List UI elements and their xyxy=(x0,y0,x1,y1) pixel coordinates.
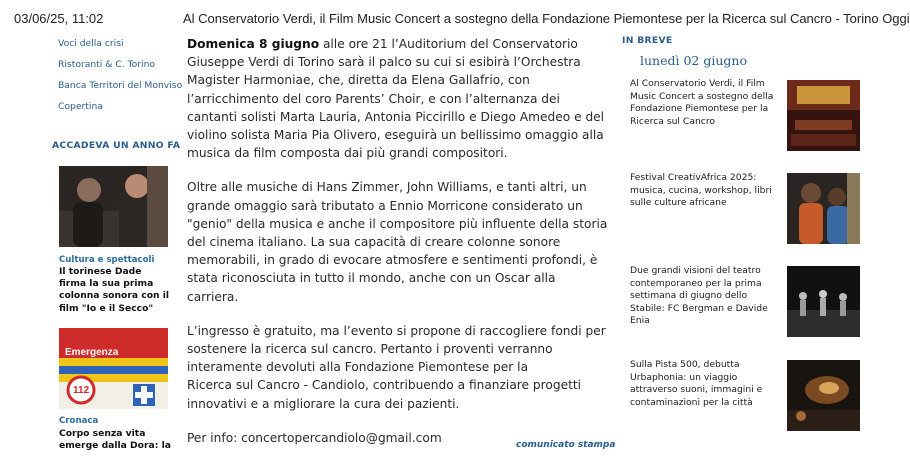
article-paragraph-4: Per info: concertopercandiolo@gmail.com xyxy=(187,430,442,445)
accadeva-item-2-category[interactable]: Cronaca xyxy=(59,416,99,426)
article-body xyxy=(187,35,609,463)
article-p3b-text: Ricerca sul Cancro - Candiolo, contribuendo a finanziare progetti innovativi e a migliorare la cura dei pazienti. xyxy=(187,378,582,411)
ambulance-number: 112 xyxy=(73,385,90,396)
nav-link-ristoranti[interactable]: Ristoranti & C. Torino xyxy=(58,59,156,70)
left-nav xyxy=(58,38,182,122)
in-breve-item-3-title[interactable]: Due grandi visioni del teatro contemporaneo per la prima settimana di giugno dello Stabile: FC Bergman e Davide Enia xyxy=(630,265,768,327)
article-credit: comunicato stampa xyxy=(516,440,616,450)
page-title: Al Conservatorio Verdi, il Film Music Concert a sostegno della Fondazione Piemontese per la Ricerca sul Cancro - Torino Oggi xyxy=(183,11,910,26)
photo-two-men-icon xyxy=(59,166,168,247)
in-breve-thumb-1[interactable] xyxy=(787,80,860,151)
in-breve-item-4-title[interactable]: Sulla Pista 500, debutta Urbaphonia: un viaggio attraverso suoni, immagini e contaminazioni per la città xyxy=(630,359,763,408)
nav-link-copertina[interactable]: Copertina xyxy=(58,101,103,112)
article-lead: Domenica 8 giugno xyxy=(187,37,320,51)
article-paragraph-3 xyxy=(187,322,609,413)
article-paragraph-1 xyxy=(187,35,609,162)
in-breve-heading: IN BREVE xyxy=(622,35,673,46)
festival-photo-icon xyxy=(787,173,860,244)
ambulance-photo-icon xyxy=(59,328,168,409)
accadeva-item-1-title[interactable]: Il torinese Dade firma la sua prima colonna sonora con il film "Io e il Secco" xyxy=(59,266,170,314)
article-p3a-text: L’ingresso è gratuito, ma l’evento si propone di raccogliere fondi per sostenere la ricerca sul cancro. Pertanto i proventi verranno interamente devoluti alla Fondazione Piemontese per la xyxy=(187,323,606,375)
in-breve-item-1-title[interactable]: Al Conservatorio Verdi, il Film Music Concert a sostegno della Fondazione Piemontese per la Ricerca sul Cancro xyxy=(630,78,774,127)
accadeva-item-2-title[interactable]: Corpo senza vita emerge dalla Dora: la xyxy=(59,428,171,452)
accadeva-heading: ACCADEVA UN ANNO FA xyxy=(52,140,181,151)
ambulance-label: Emergenza xyxy=(65,347,119,358)
in-breve-thumb-3[interactable] xyxy=(787,266,860,337)
accadeva-thumb-2[interactable] xyxy=(59,328,168,409)
nav-link-banca-territori[interactable]: Banca Territori del Monviso xyxy=(58,80,183,91)
in-breve-thumb-4[interactable] xyxy=(787,360,860,431)
in-breve-date: lunedì 02 giugno xyxy=(640,53,747,68)
theatre-stage-photo-icon xyxy=(787,266,860,337)
urban-night-photo-icon xyxy=(787,360,860,431)
article-p1-text: alle ore 21 l’Auditorium del Conservatorio Giuseppe Verdi di Torino sarà il palco su cui si esibirà l’Orchestra Magister Harmoniae, che, diretta da Elena Gallafrio, con l’arricchimento del coro Parents’ Choir, e con l’alternanza dei cantanti solisti Marta Lauria, Antonia Piccirillo e Diego Amedeo e del violino solista Maria Pia Olivero, eseguirà un bellissimo omaggio alla musica da film composta dai più grandi compositori. xyxy=(187,37,605,161)
concert-hall-photo-icon xyxy=(787,80,860,151)
in-breve-thumb-2[interactable] xyxy=(787,173,860,244)
accadeva-item-1-category[interactable]: Cultura e spettacoli xyxy=(59,255,155,265)
print-datetime: 03/06/25, 11:02 xyxy=(14,11,104,26)
in-breve-item-2-title[interactable]: Festival CreativAfrica 2025: musica, cucina, workshop, libri sulle culture africane xyxy=(630,172,772,209)
article-paragraph-2: Oltre alle musiche di Hans Zimmer, John Williams, e tanti altri, un grande omaggio sarà tributato a Ennio Morricone considerato un "genio" della musica e anche il compositore più influente della storia del cinema italiano. La sua capacità di creare colonne sonore memorabili, in grado di evocare atmosfere e sentimenti profondi, è stata riconosciuta in tutto il mondo, anche con un Oscar alla carriera. xyxy=(187,180,608,304)
accadeva-thumb-1[interactable] xyxy=(59,166,168,247)
nav-link-voci-della-crisi[interactable]: Voci della crisi xyxy=(58,38,124,49)
